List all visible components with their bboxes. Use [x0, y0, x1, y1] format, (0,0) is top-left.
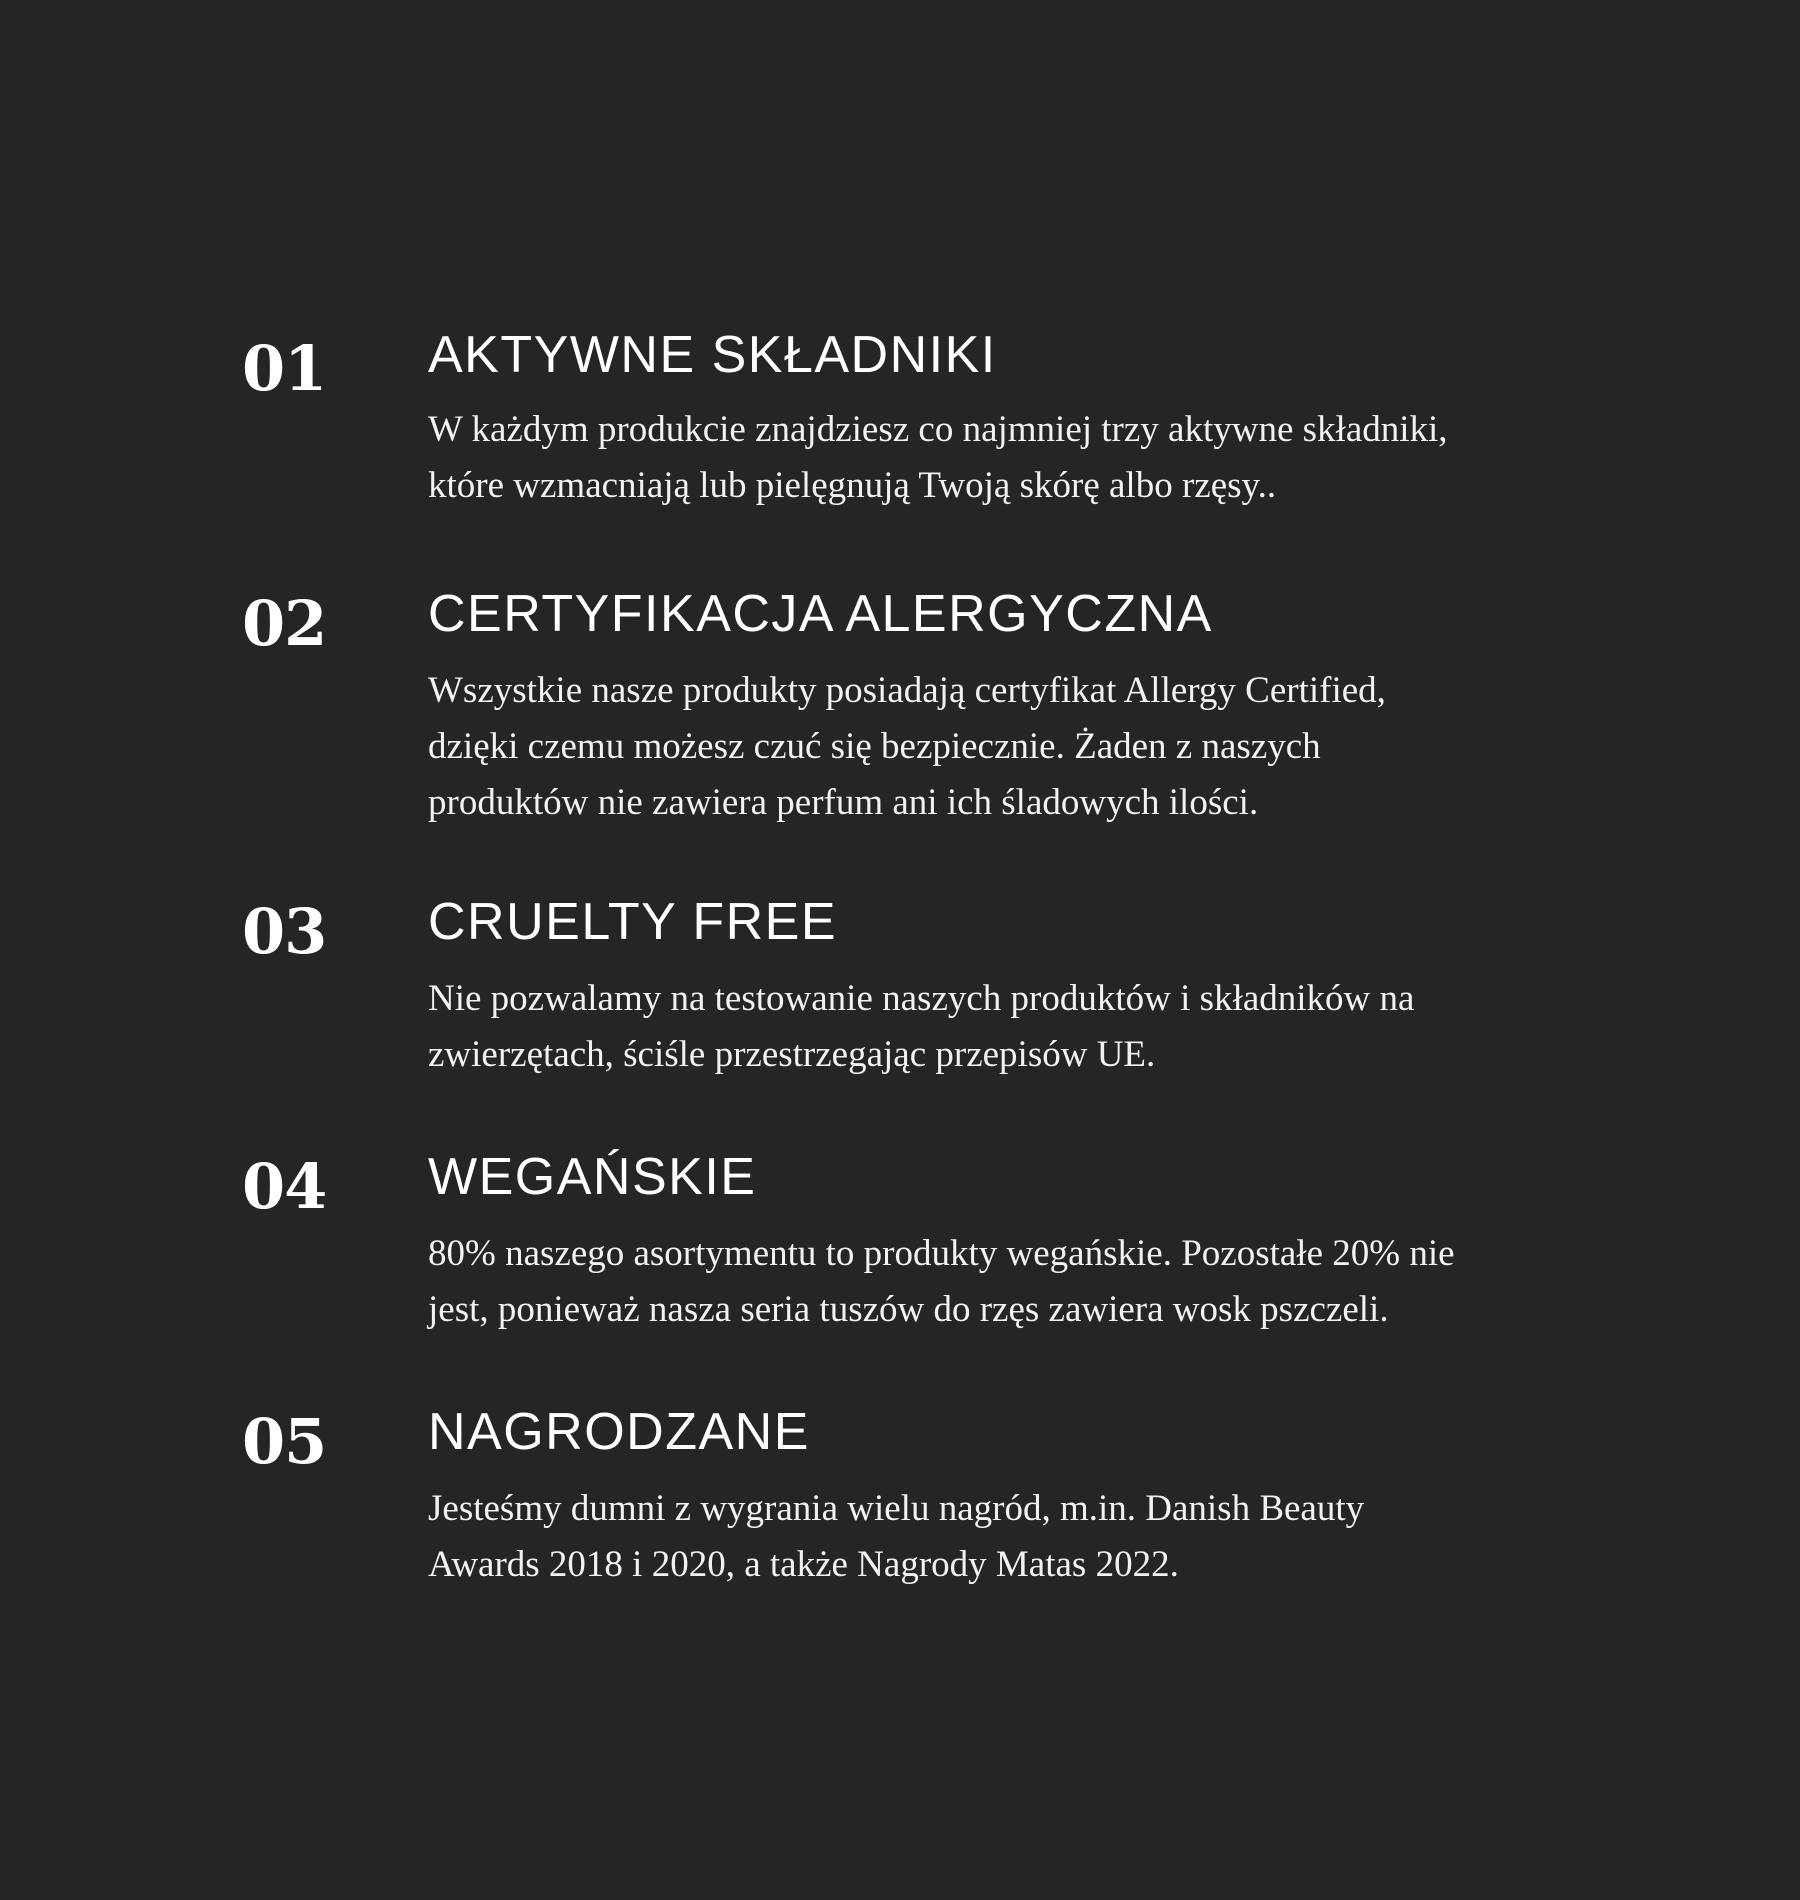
description-line: zwierzętach, ściśle przestrzegając przepisów UE. — [428, 1034, 1156, 1075]
feature-description — [428, 663, 1638, 831]
description-line: produktów nie zawiera perfum ani ich śladowych ilości. — [428, 782, 1259, 823]
feature-number: 05 — [242, 1405, 327, 1478]
feature-number: 01 — [242, 332, 327, 405]
feature-title: WEGAŃSKIE — [428, 1148, 757, 1206]
description-line: dzięki czemu możesz czuć się bezpiecznie. Żaden z naszych — [428, 726, 1321, 767]
feature-description — [428, 1226, 1638, 1338]
description-line: jest, ponieważ nasza seria tuszów do rzęs zawiera wosk pszczeli. — [428, 1289, 1389, 1330]
feature-number: 02 — [242, 587, 327, 660]
description-line: Awards 2018 i 2020, a także Nagrody Matas 2022. — [428, 1544, 1179, 1585]
feature-title: AKTYWNE SKŁADNIKI — [428, 326, 997, 384]
feature-number: 04 — [242, 1150, 327, 1223]
description-line: Wszystkie nasze produkty posiadają certyfikat Allergy Certified, — [428, 670, 1386, 711]
feature-title: CERTYFIKACJA ALERGYCZNA — [428, 585, 1213, 643]
description-line: które wzmacniają lub pielęgnują Twoją skórę albo rzęsy.. — [428, 465, 1277, 506]
description-line: Jesteśmy dumni z wygrania wielu nagród, m.in. Danish Beauty — [428, 1488, 1365, 1529]
description-line: Nie pozwalamy na testowanie naszych produktów i składników na — [428, 978, 1415, 1019]
description-line: W każdym produkcie znajdziesz co najmniej trzy aktywne składniki, — [428, 409, 1448, 450]
feature-description — [428, 971, 1638, 1083]
feature-description — [428, 1481, 1638, 1593]
feature-title: NAGRODZANE — [428, 1403, 810, 1461]
feature-number: 03 — [242, 895, 327, 968]
feature-description — [428, 402, 1638, 514]
feature-title: CRUELTY FREE — [428, 893, 838, 951]
description-line: 80% naszego asortymentu to produkty wegańskie. Pozostałe 20% nie — [428, 1233, 1455, 1274]
